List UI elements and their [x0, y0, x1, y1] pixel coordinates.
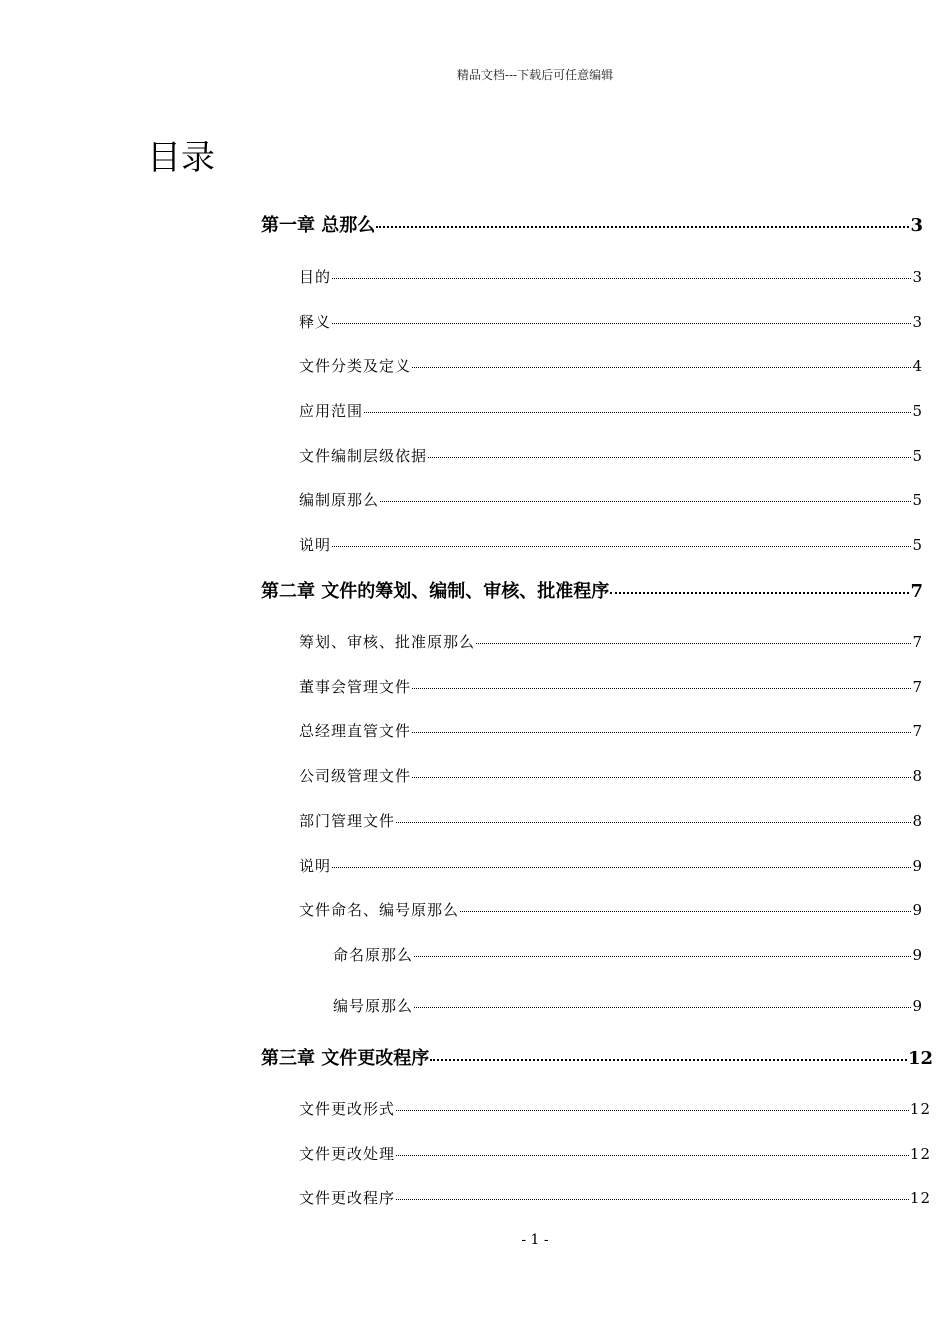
dot-leader: [376, 226, 909, 228]
toc-entry[interactable]: [299, 266, 923, 287]
toc-entry-page: 9: [912, 997, 923, 1015]
toc-entry[interactable]: [299, 1187, 931, 1208]
toc-entry-label: 命名原那么: [333, 946, 414, 964]
toc-entry-label: 董事会管理文件: [299, 678, 412, 696]
toc-entry-page: 7: [912, 678, 923, 696]
toc-entry-page: 3: [910, 215, 923, 236]
toc-entry-label: 第一章 总那么: [261, 215, 376, 236]
toc-entry-page: 12: [907, 1048, 933, 1069]
toc-entry-label: 应用范围: [299, 402, 364, 420]
toc-entry-page: 7: [912, 633, 923, 651]
dot-leader: [412, 732, 911, 733]
toc-entry-label: 说明: [299, 857, 332, 875]
dot-leader: [332, 546, 911, 547]
toc-entry[interactable]: [299, 676, 923, 697]
dot-leader: [414, 1007, 911, 1008]
dot-leader: [460, 911, 911, 912]
dot-leader: [396, 1155, 909, 1156]
toc-entry[interactable]: [299, 489, 923, 510]
toc-entry-label: 目的: [299, 268, 332, 286]
toc-entry-label: 第三章 文件更改程序: [261, 1048, 430, 1069]
toc-entry-label: 文件编制层级依据: [299, 447, 428, 465]
toc-entry-label: 说明: [299, 536, 332, 554]
toc-title: 目录: [147, 138, 215, 178]
toc-entry-label: 总经理直管文件: [299, 722, 412, 740]
toc-entry[interactable]: [299, 1098, 931, 1119]
toc-entry-label: 文件分类及定义: [299, 357, 412, 375]
toc-entry-page: 3: [912, 268, 923, 286]
dot-leader: [396, 1199, 909, 1200]
toc-entry-page: 9: [912, 857, 923, 875]
toc-entry-label: 文件命名、编号原那么: [299, 901, 460, 919]
dot-leader: [396, 1110, 909, 1111]
toc-entry-chapter-2[interactable]: [261, 577, 923, 603]
toc-entry-page: 9: [912, 946, 923, 964]
toc-entry-page: 5: [912, 402, 923, 420]
toc-entry[interactable]: [299, 810, 923, 831]
toc-entry-label: 文件更改程序: [299, 1189, 396, 1207]
toc-entry[interactable]: [299, 400, 923, 421]
toc-entry[interactable]: [299, 720, 923, 741]
toc-entry-label: 编制原那么: [299, 491, 380, 509]
toc-entry[interactable]: [299, 765, 923, 786]
dot-leader: [380, 501, 911, 502]
toc-entry-page: 7: [912, 722, 923, 740]
toc-entry-page: 12: [909, 1100, 931, 1118]
toc-entry[interactable]: [299, 899, 923, 920]
toc-entry-label: 第二章 文件的筹划、编制、审核、批准程序: [261, 581, 610, 602]
toc-entry-page: 3: [912, 313, 923, 331]
toc-entry[interactable]: [299, 355, 923, 376]
toc-entry-label: 筹划、审核、批准原那么: [299, 633, 476, 651]
dot-leader: [412, 367, 911, 368]
toc-entry[interactable]: [299, 445, 923, 466]
toc-entry-page: 8: [912, 767, 923, 785]
toc-entry-sub[interactable]: [333, 995, 923, 1016]
toc-entry-chapter-3[interactable]: [261, 1044, 933, 1070]
dot-leader: [430, 1059, 907, 1061]
dot-leader: [428, 457, 911, 458]
dot-leader: [414, 956, 911, 957]
toc-entry-page: 5: [912, 447, 923, 465]
toc-entry-label: 释义: [299, 313, 332, 331]
dot-leader: [396, 822, 911, 823]
toc-entry[interactable]: [299, 855, 923, 876]
page-header: 精品文档---下载后可任意编辑: [456, 68, 614, 82]
toc-entry-label: 文件更改形式: [299, 1100, 396, 1118]
toc-entry[interactable]: [299, 534, 923, 555]
toc-entry-sub[interactable]: [333, 944, 923, 965]
toc-entry-page: 12: [909, 1145, 931, 1163]
toc-entry-page: 5: [912, 536, 923, 554]
toc-entry-page: 9: [912, 901, 923, 919]
toc-entry-label: 文件更改处理: [299, 1145, 396, 1163]
toc-entry-page: 7: [910, 581, 923, 602]
dot-leader: [332, 323, 911, 324]
toc-entry[interactable]: [299, 1143, 931, 1164]
dot-leader: [332, 867, 911, 868]
toc-entry-label: 编号原那么: [333, 997, 414, 1015]
toc-entry-page: 4: [912, 357, 923, 375]
toc-entry[interactable]: [299, 631, 923, 652]
dot-leader: [364, 412, 911, 413]
dot-leader: [332, 278, 911, 279]
toc-entry-chapter-1[interactable]: [261, 211, 923, 237]
dot-leader: [610, 592, 909, 594]
toc-entry-page: 12: [909, 1189, 931, 1207]
toc-entry-label: 公司级管理文件: [299, 767, 412, 785]
toc-entry-label: 部门管理文件: [299, 812, 396, 830]
toc-entry-page: 5: [912, 491, 923, 509]
page-number: - 1 -: [521, 1232, 549, 1248]
dot-leader: [412, 777, 911, 778]
toc-entry-page: 8: [912, 812, 923, 830]
toc-entry[interactable]: [299, 311, 923, 332]
dot-leader: [476, 643, 911, 644]
dot-leader: [412, 688, 911, 689]
